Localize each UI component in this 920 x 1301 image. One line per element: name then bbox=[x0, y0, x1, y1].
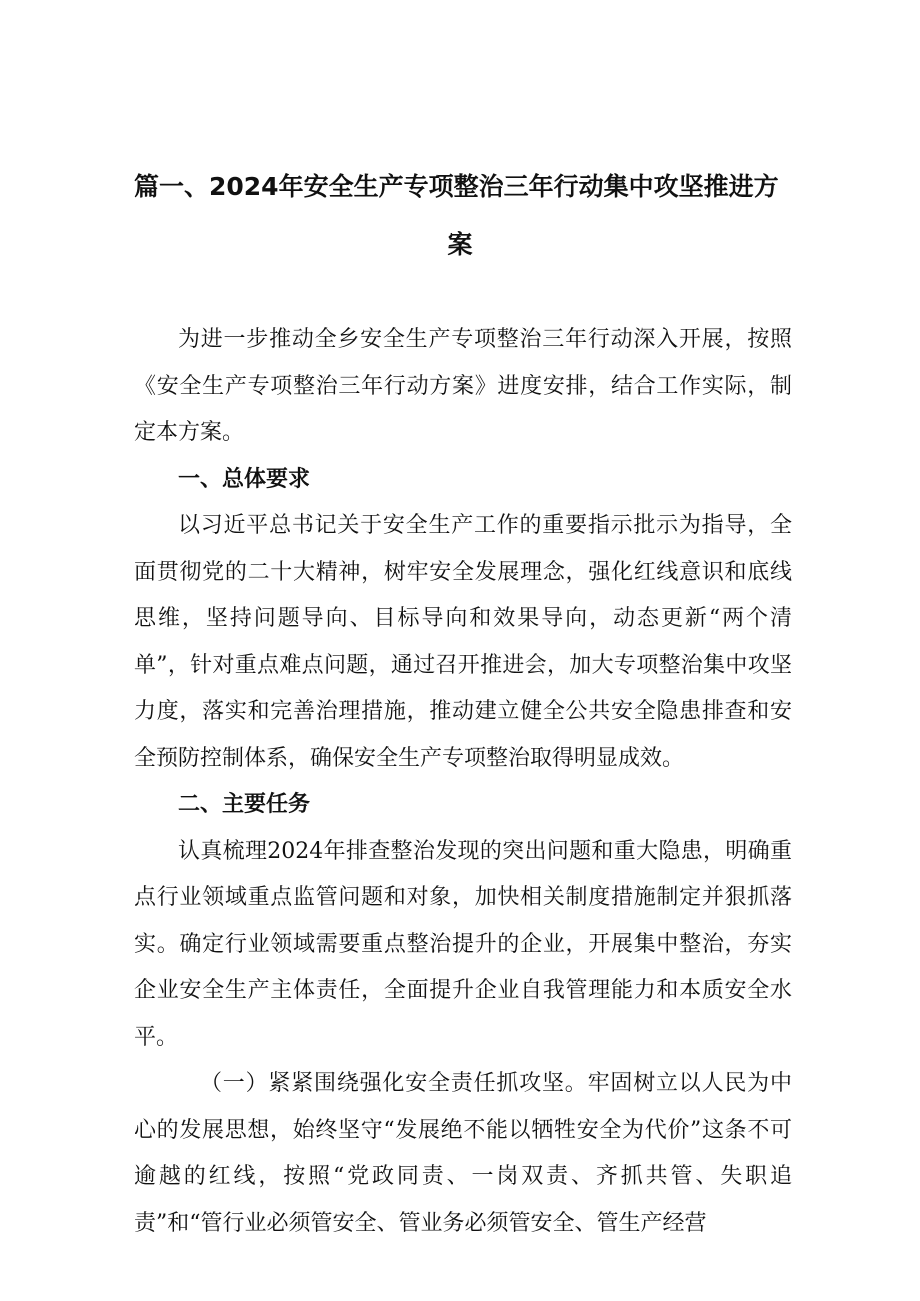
intro-paragraph: 为进一步推动全乡安全生产专项整治三年行动深入开展，按照《安全生产专项整治三年行动方案》进度安排，结合工作实际，制定本方案。 bbox=[134, 327, 792, 445]
section-paragraph-overall-requirements: 以习近平总书记关于安全生产工作的重要指示批示为指导，全面贯彻党的二十大精神，树牢安全发展理念，强化红线意识和底线思维，坚持问题导向、目标导向和效果导向，动态更新“两个清单”，针对重点难点问题，通过召开推进会，加大专项整治集中攻坚力度，落实和完善治理措施，推动建立健全公共安全隐患排查和安全预防控制体系，确保安全生产专项整治取得明显成效。 bbox=[134, 513, 792, 771]
subsection-paragraph-1: （一）紧紧围绕强化安全责任抓攻坚。牢固树立以人民为中心的发展思想，始终坚守“发展绝不能以牺牲安全为代价”这条不可逾越的红线，按照“党政同责、一岗双责、齐抓共管、失职追责”和“管行业必须管安全、管业务必须管安全、管生产经营 bbox=[134, 1071, 792, 1236]
section-paragraph-main-tasks: 认真梳理2024年排查整治发现的突出问题和重大隐患，明确重点行业领域重点监管问题和对象，加快相关制度措施制定并狠抓落实。确定行业领域需要重点整治提升的企业，开展集中整治，夯实企业安全生产主体责任，全面提升企业自我管理能力和本质安全水平。 bbox=[134, 838, 792, 1050]
title-line-2: 案 bbox=[447, 230, 473, 259]
section-heading-main-tasks: 二、主要任务 bbox=[178, 792, 311, 817]
section-heading-overall-requirements: 一、总体要求 bbox=[178, 466, 311, 492]
title-line-1: 篇一、2024年安全生产专项整治三年行动集中攻坚推进方 bbox=[134, 172, 779, 201]
document-body bbox=[134, 317, 792, 1247]
document-title bbox=[134, 158, 786, 274]
